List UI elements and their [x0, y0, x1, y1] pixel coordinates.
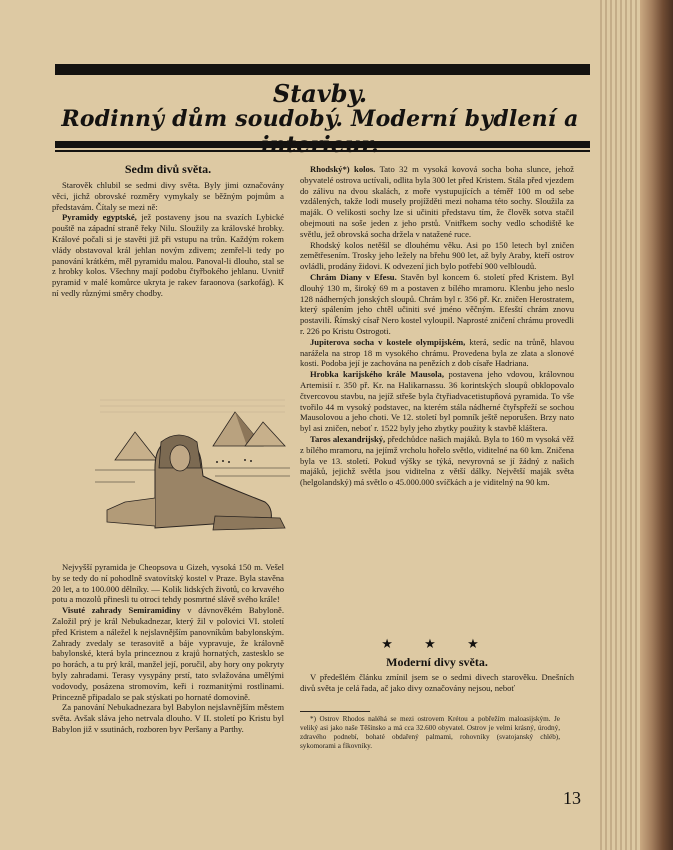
footnote-rule — [300, 711, 370, 712]
top-rule — [55, 64, 590, 75]
modern-wonders-paragraph: V předešlém článku zmínil jsem se o sedmi divech starověku. Dnešních divů světa je celá řada, ač jako divy označovány nejsou, neboť — [300, 672, 574, 693]
gardens-text: v dávnověkém Babyloně. Založil prý je král Nebukadnezar, který žil v polovici VI. století před Kristem a náležel k nejslavnějším panovníkům babylonským. Zahrady zvedaly se terasovitě a báje vypravuje, že královně babylonské, která byla princeznou z krajů hornatých, zastesklo se po horách, a tu prý král, manžel její, poručil, aby hory ony pokryty byly zahradami. Terasy vysypány prstí, tato svlažována umělými vodovody, posázena stromovím, keři i rozmanitými rostlinami. Princezně připadalo se pak stýskati po hornaté domovině. — [52, 605, 284, 702]
header-rule-thin — [55, 150, 590, 152]
pyramids-paragraph — [52, 212, 284, 298]
mausoleum-term: Hrobka karijského krále Mausola, — [310, 369, 444, 380]
section-title: Stavby. — [272, 79, 368, 108]
jupiter-term: Jupiterova socha v kostele olympijském, — [310, 336, 466, 347]
article-title-wonders: Sedm divů světa. — [124, 162, 212, 176]
intro-paragraph: Starověk chlubil se sedmi divy světa. Byly jimi označovány věci, jichž obrovské rozměry vymykaly se běžným pojmům a představám. Čítaly se mezi ně: — [52, 180, 284, 212]
rhodes-term: Rhodský*) kolos. — [310, 164, 376, 174]
rhodes-text: Tato 32 m vysoká kovová socha boha slunce, jehož obyvatelé ostrova uctívali, odlita byla 300 let před Kristem. Stála před vjezdem do zálivu na dvou skalách, z moře vystupujících a téměř 100 m od sebe vzdálených, takže lodi musely projížděti mezi nohama této sochy. Sloužila za maják. O velikosti sochy lze si učiniti představu tím, že člověk sotva stačil obejmouti na soše jeden z jeho prstů. Vnitřkem sochy vedlo schodiště ke světlu, jež obrovská socha držela v natažené ruce. — [300, 164, 574, 239]
article-title-modern-wonders: Moderní divy světa. — [386, 655, 488, 669]
pharos-paragraph — [300, 434, 574, 488]
mausoleum-text: postavena jeho vdovou, královnou Artemisií r. 350 př. Kr. na Halikarnassu. 36 korintských sloupů obklopovalo čtvercovou stavbu, na jejíž střeše byla čtyřiadvacetistupňová pyramida. To vše tvořilo 44 m vysoký podstavec, na kterém stála nádherné čtyřspřeží se sochou Mausolovou a jeho choti. Ve 12. století byl pomník ještě neporušen. Brzy nato byl asi zničen, neboť r. 1522 byly jeho zbytky použity k stavbě kláštera. — [300, 369, 574, 434]
diana-text: Stavěn byl koncem 6. století před Kristem. Byl dlouhý 130 m, široký 69 m a postaven z bílého mramoru. Klenbu jeho neslo 128 nádherných jonských sloupů. Chrám byl r. 356 př. Kr. zničen Herostratem, který spálením jeho chtěl učiniti své jméno věčným. Efesští chrám znovu postavili. Římský císař Nero kostel vyloupil. Naprosté zničení chrámu provedli r. 226 po Kristu Ostrogoti. — [300, 271, 574, 336]
right-column — [300, 164, 574, 488]
left-column-bottom — [52, 562, 284, 735]
mausoleum-paragraph — [300, 369, 574, 434]
jupiter-paragraph — [300, 337, 574, 369]
pyramids-term: Pyramidy egyptské, — [62, 212, 137, 223]
section-subtitle: Rodinný dům soudobý. Moderní bydlení a — [61, 106, 579, 132]
page-number: 13 — [563, 788, 581, 808]
diana-term: Chrám Diany v Efesu. — [310, 271, 397, 282]
left-column-top — [52, 180, 284, 299]
header-rule — [55, 141, 590, 148]
sphinx-pyramids-illustration — [95, 398, 290, 533]
diana-paragraph — [300, 272, 574, 337]
section-divider-stars: ★ ★ ★ — [381, 636, 493, 651]
modern-wonders-column — [300, 672, 574, 694]
pharos-text: předchůdce našich majáků. Byla to 160 m vysoká věž z bílého mramoru, na jejímž vrcholu hořelo světlo, viditelné na 60 km. Zničena byla ve 13. století. Pokud výšky se týká, nevyrovná se jí žádný z našich majáků, jejichž světla jsou viditelna z větší dálky. Největší maják světa (helgolandský) má světlo o 45.000.000 svíčkách a je viditelný na 90 km. — [300, 433, 574, 488]
gardens-term: Visuté zahrady Semiramidiny — [62, 605, 181, 616]
babylon-paragraph: Za panování Nebukadnezara byl Babylon nejslavnějším městem světa. Avšak sláva jeho netrvala dlouho. V II. století po Kristu byl Babylon již v ssutinách, rozboren byv Peršany a Parthy. — [52, 702, 284, 734]
gardens-paragraph — [52, 605, 284, 702]
jupiter-text: která, sedíc na trůně, hlavou narážela na strop 18 m vysokého chrámu. Provedena byla ze zlata a slonové kosti. Podoba její je zachována na penězích z dob císaře Hadriana. — [300, 336, 575, 369]
footnote — [300, 715, 560, 751]
footnote-text: *) Ostrov Rhodos naléhá se mezi ostrovem Krétou a pobřežím maloasijským. Je veliký asi jako naše Těšínsko a má cca 32.600 obyvatel. Ostrov je velmi krásný, úrodný, zdravého podnebí, bohaté obdařený palmami, rohovníky (svatojanský chléb), sykomorami a fíkovníky. — [300, 715, 560, 750]
pharos-term: Taros alexandrijský, — [310, 433, 386, 444]
rhodes-paragraph-2: Rhodský kolos netěšil se dlouhému věku. Asi po 150 letech byl zničen zemětřesením. Trosky jeho ležely na břehu 900 let, až byly Araby, kteří ostrov ovládli, prodány židovi. K odvezení jich bylo potřebí 900 velbloudů. — [300, 239, 574, 272]
pyramids-text: jež postaveny jsou na svazích Lybické pouště na západní straně řeky Nilu. Sloužily za královské hrobky. Králové počali si je stavěti již při vstupu na trůn. Každým rokem vlády obstavoval král jehlan novým zdivem; zemřel-li tedy po panování krátkém, měl pyramidu malou. Panoval-li dlouho, stal se z hrobky kolos. Všechny mají podobu čtyřbokého jehlanu. Uvnitř pyramid v malé komůrce ukryta je rakev faraonova (sarkofág). K ní vedly různými směry chodby. — [52, 212, 284, 298]
rhodes-paragraph — [300, 164, 574, 240]
cheops-paragraph: Nejvyšší pyramida je Cheopsova u Gizeh, vysoká 150 m. Vešel by se tedy do ní pohodlně svatovítský kostel v Praze. Byla stavěna 20 let, a to 100.000 dělníky. — Kolik lidských životů, co krvavého potu a mozolů přinesli tu otroci tehdy posmrtné slávě svého krále! — [52, 562, 284, 605]
